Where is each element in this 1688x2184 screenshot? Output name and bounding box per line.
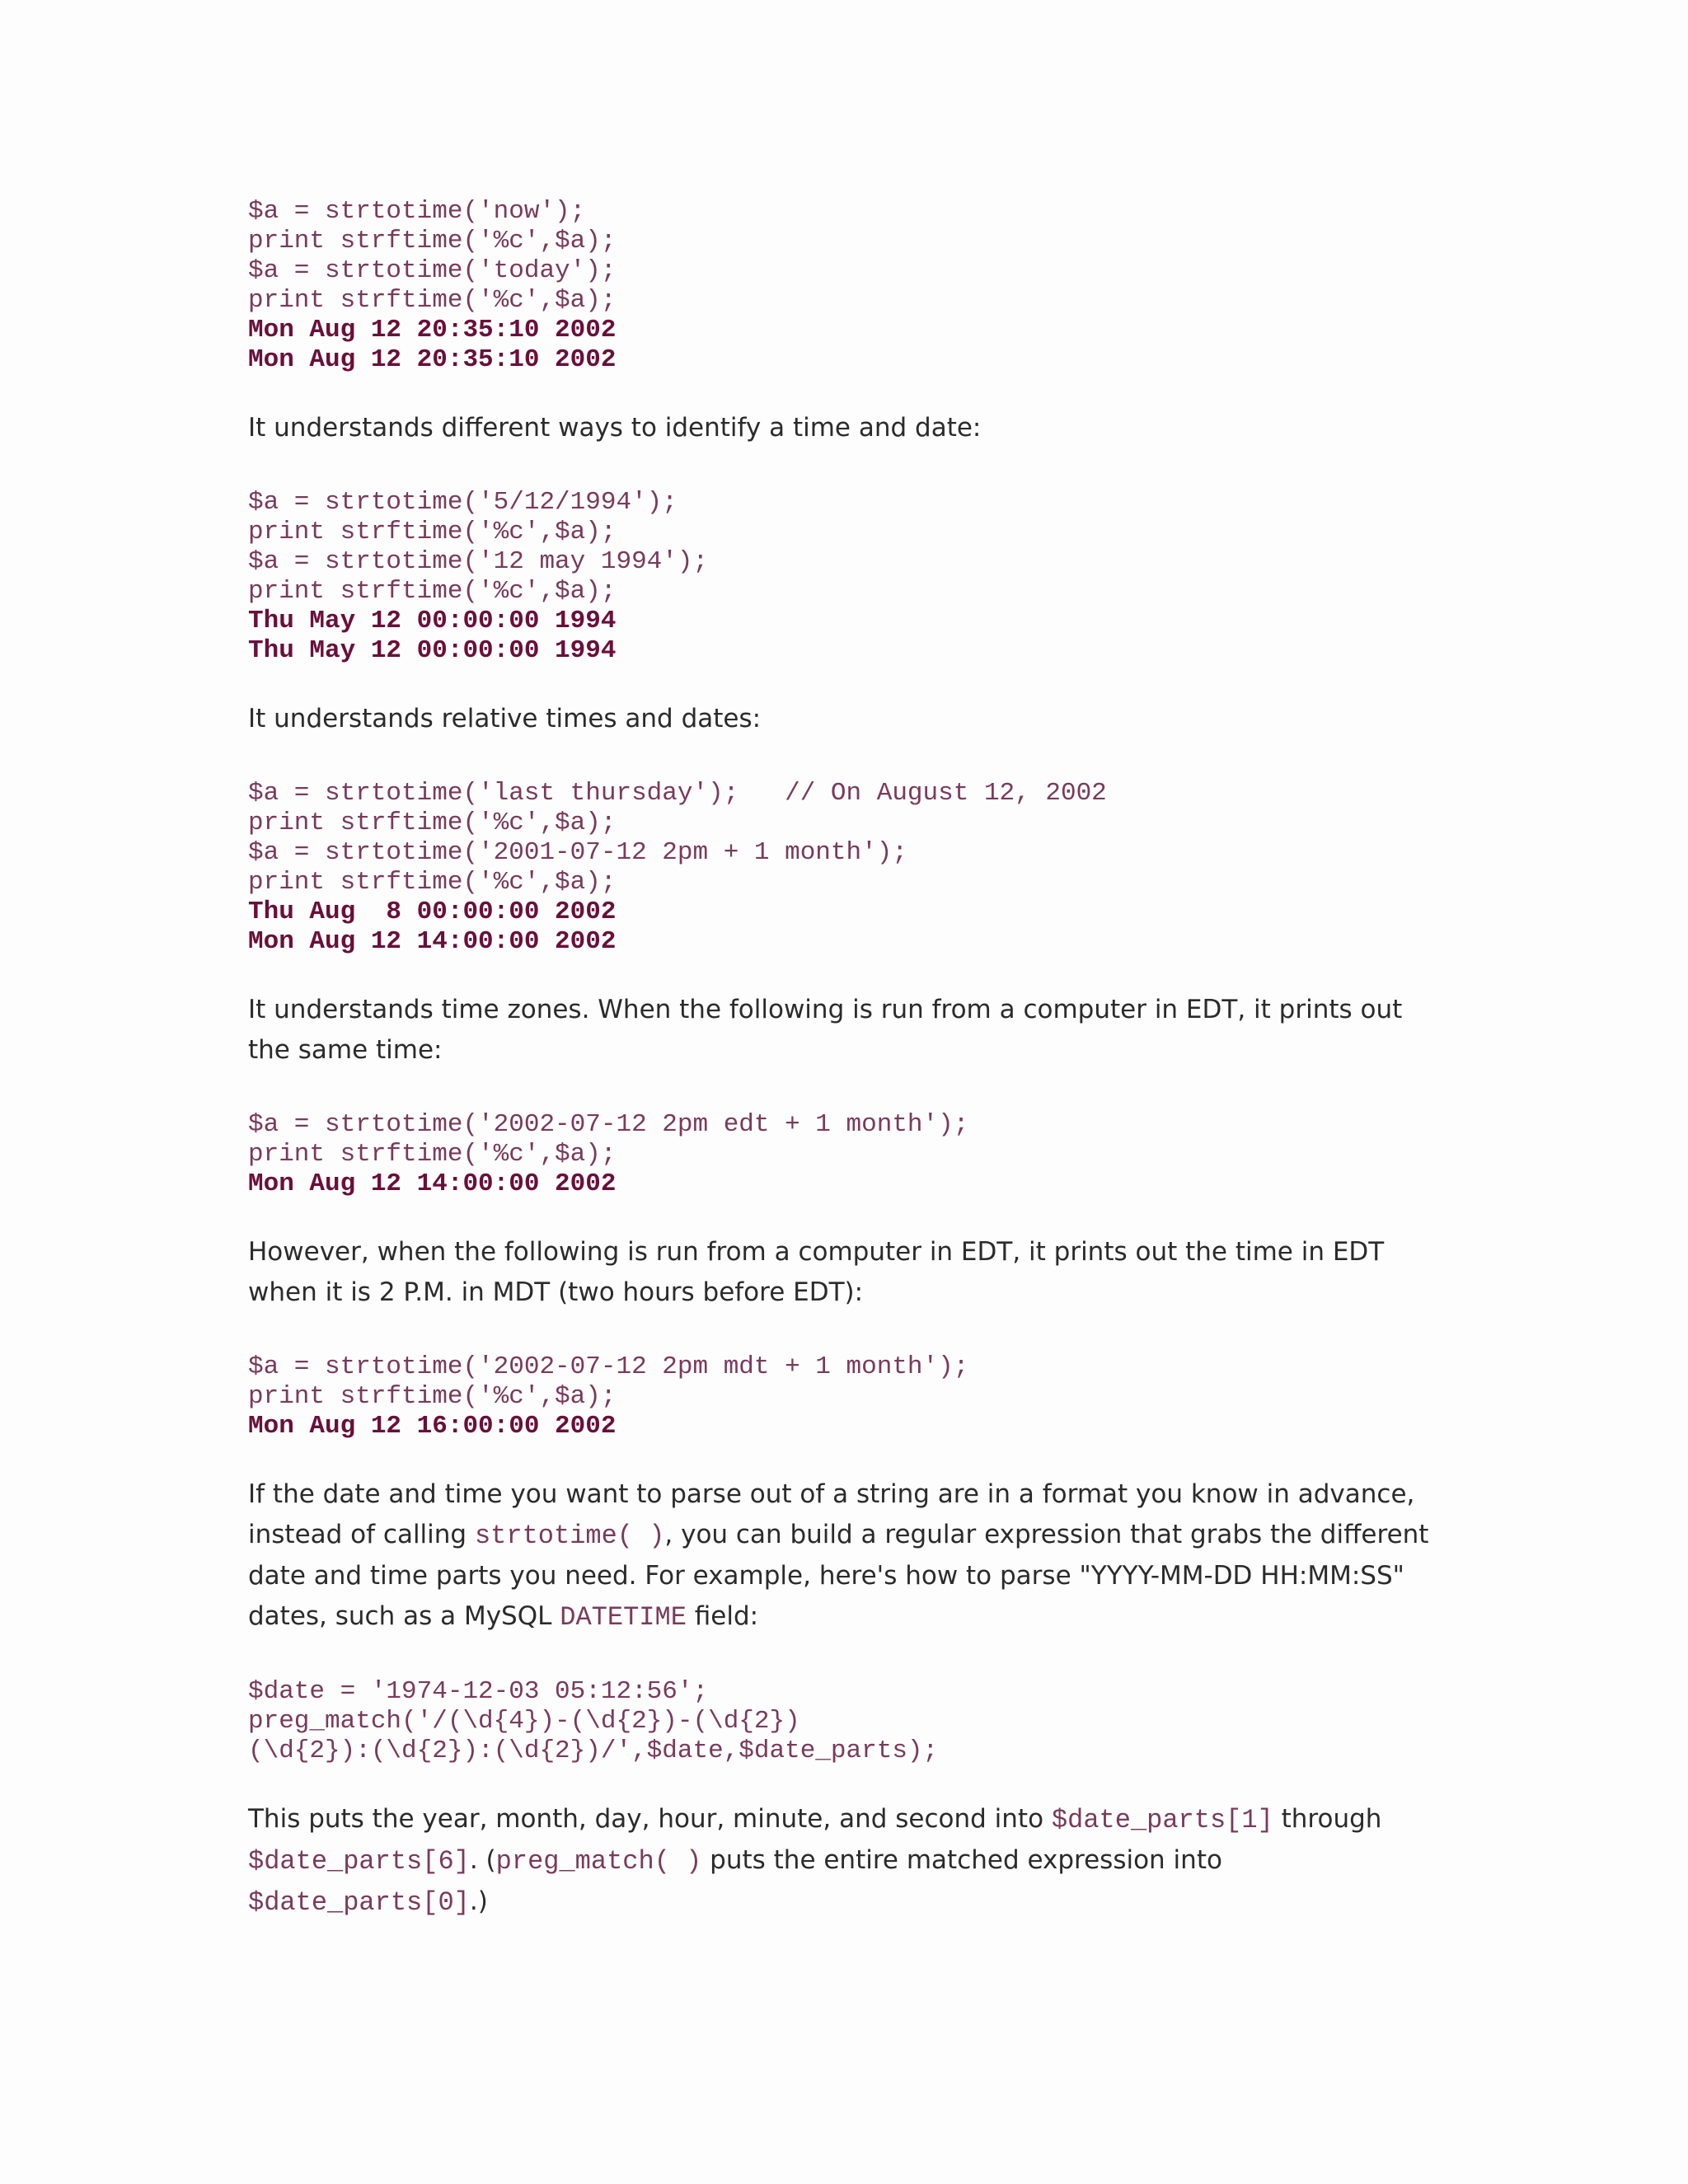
code-line: $a = strtotime('last thursday'); // On August 12, 2002 [248,779,1107,808]
code-block-preg-match [248,1677,1451,1766]
paragraph-text: field: [686,1601,759,1631]
paragraph-text: .) [469,1886,488,1916]
inline-code: $date_parts[1] [1051,1805,1273,1835]
code-line: print strftime('%c',$a); [248,808,617,837]
paragraph [248,1474,1451,1638]
paragraph-text: through [1273,1804,1382,1834]
code-line: print strftime('%c',$a); [248,286,617,315]
code-line: $a = strtotime('2001-07-12 2pm + 1 month'); [248,838,907,867]
code-block-relative-times [248,779,1451,957]
code-line: $a = strtotime('5/12/1994'); [248,488,678,517]
code-output-line: Thu May 12 00:00:00 1994 [248,636,617,665]
code-line: print strftime('%c',$a); [248,518,617,546]
code-output-line: Mon Aug 12 14:00:00 2002 [248,1169,617,1198]
inline-code: $date_parts[0] [248,1887,470,1918]
paragraph-text: If the date and time you want to parse out of a string are in a format you know in advance, instead of calling [248,1479,1415,1549]
paragraph-text: This puts the year, month, day, hour, minute, and second into [248,1804,1052,1834]
code-line: (\d{2}):(\d{2}):(\d{2})/',$date,$date_parts); [248,1736,939,1765]
code-line: print strftime('%c',$a); [248,1382,617,1411]
code-line: $date = '1974-12-03 05:12:56'; [248,1677,709,1706]
paragraph: It understands time zones. When the following is run from a computer in EDT, it prints out the same time: [248,995,1403,1065]
document-page [248,197,1451,1923]
code-block-mdt [248,1352,1451,1441]
code-output-line: Mon Aug 12 20:35:10 2002 [248,345,617,374]
code-block-date-formats [248,488,1451,666]
paragraph-text: , you can build a regular expression that grabs the different date and time parts you need. For example, here's how to parse "YYYY-MM-DD HH:MM:SS" dates, such as a MySQL [248,1520,1429,1631]
code-block-edt [248,1110,1451,1199]
code-line: print strftime('%c',$a); [248,868,617,897]
code-line: preg_match('/(\d{4})-(\d{2})-(\d{2}) [248,1707,800,1736]
code-line: $a = strtotime('12 may 1994'); [248,547,709,576]
inline-code: preg_match( ) [495,1846,702,1877]
code-line: $a = strtotime('2002-07-12 2pm mdt + 1 month'); [248,1352,969,1381]
paragraph: It understands relative times and dates: [248,704,762,733]
paragraph-text: . ( [469,1845,496,1875]
code-output-line: Thu May 12 00:00:00 1994 [248,607,617,635]
paragraph [248,1799,1451,1923]
code-block-now-today [248,197,1451,375]
code-line: $a = strtotime('2002-07-12 2pm edt + 1 month'); [248,1110,969,1139]
code-output-line: Mon Aug 12 16:00:00 2002 [248,1412,617,1441]
code-output-line: Mon Aug 12 14:00:00 2002 [248,927,617,956]
code-line: print strftime('%c',$a); [248,577,617,606]
code-output-line: Mon Aug 12 20:35:10 2002 [248,316,617,344]
inline-code: strtotime( ) [474,1521,665,1551]
inline-code: $date_parts[6] [248,1846,470,1877]
code-line: print strftime('%c',$a); [248,1140,617,1169]
code-output-line: Thu Aug 8 00:00:00 2002 [248,898,617,926]
paragraph: It understands different ways to identify a time and date: [248,413,982,443]
paragraph-text: puts the entire matched expression into [701,1845,1222,1875]
code-line: print strftime('%c',$a); [248,227,617,255]
paragraph: However, when the following is run from a computer in EDT, it prints out the time in EDT when it is 2 P.M. in MDT (two hours before EDT): [248,1237,1385,1307]
code-line: $a = strtotime('today'); [248,256,617,285]
inline-code: DATETIME [560,1602,687,1633]
code-line: $a = strtotime('now'); [248,197,586,226]
